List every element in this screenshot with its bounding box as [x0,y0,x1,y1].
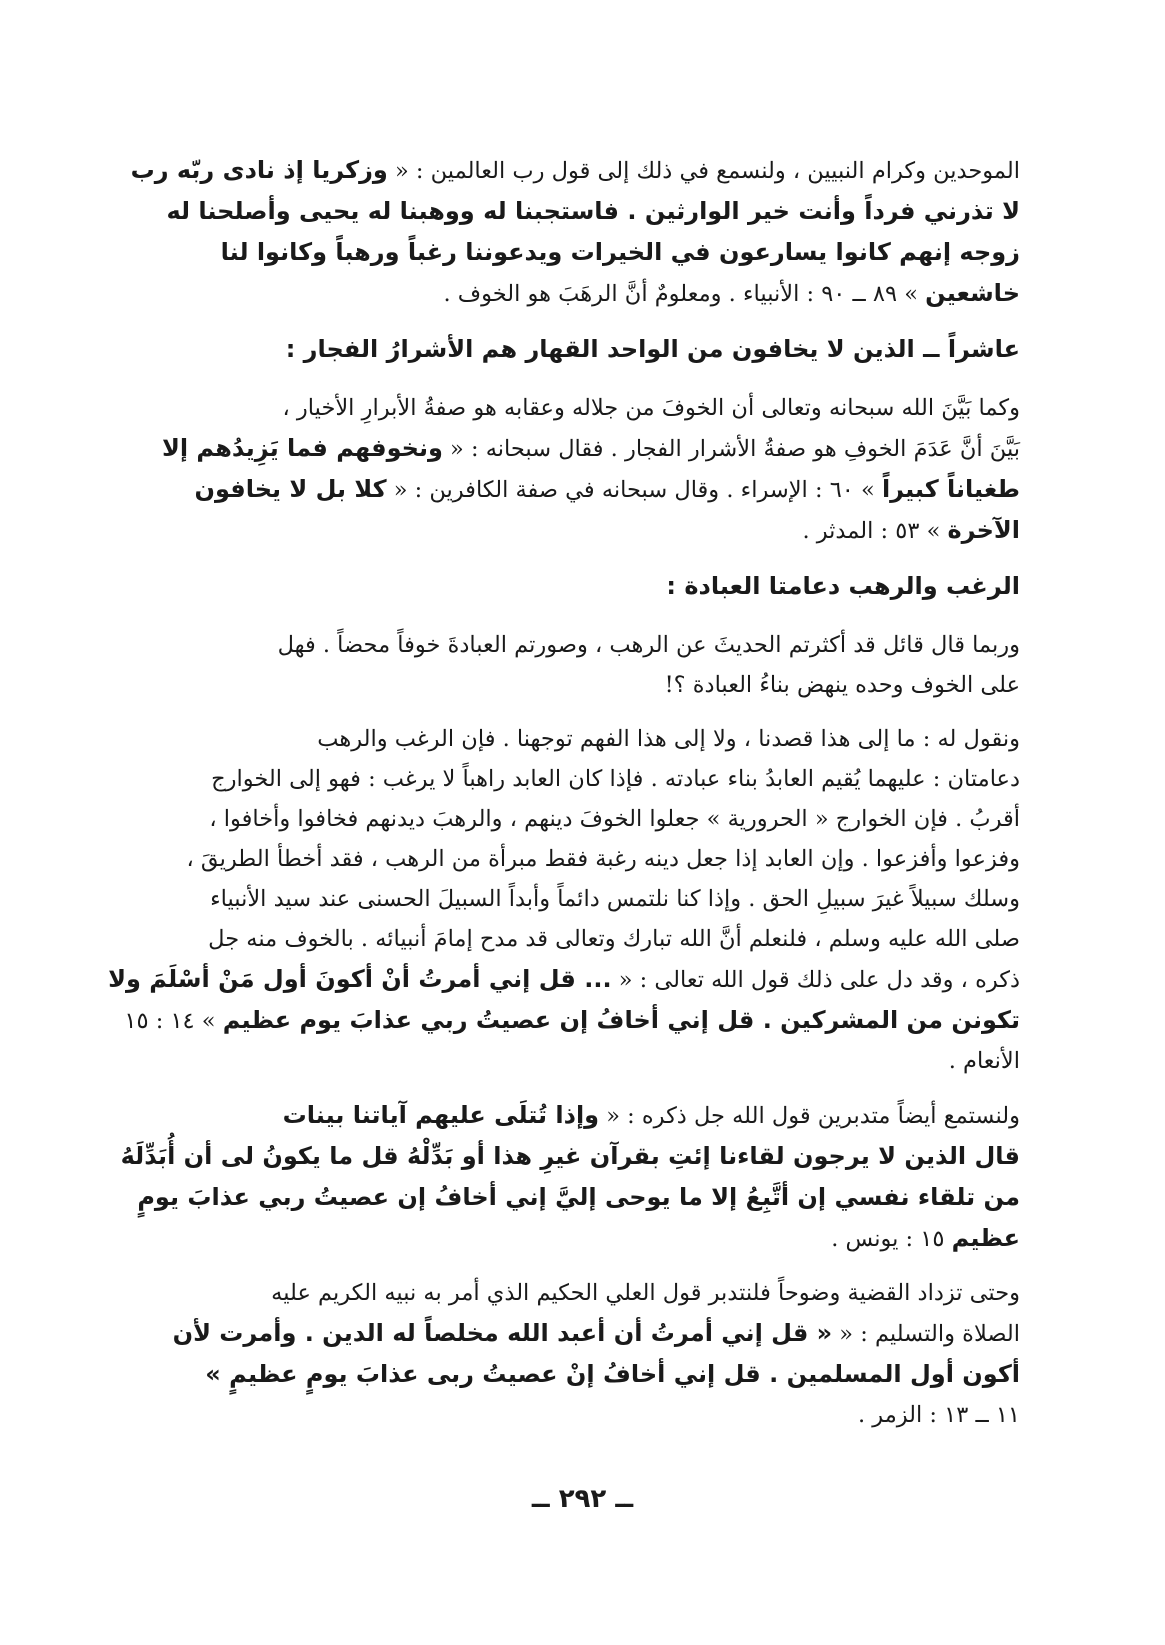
text-line [168,839,1020,879]
text-line [168,719,1020,759]
body-text: وربما قال قائل قد أكثرتم الحديثَ عن الرهب ، وصورتم العبادةَ خوفاً محضاً . فهل [277,632,1020,658]
text-line [130,150,1020,191]
text-line [161,428,1020,469]
quran-quote: ونخوفهم فما يَزِيدُهم إلا [161,434,443,462]
text-line [168,273,1020,314]
text-line [124,1000,1020,1041]
paragraph [168,625,1020,705]
quran-quote: عظيم [951,1224,1020,1252]
body-text: وحتى تزداد القضية وضوحاً فلنتدبر قول العلي الحكيم الذي أمر به نبيه الكريم عليه [271,1280,1020,1306]
text-line [168,469,1020,510]
body-text: » ١٤ : ١٥ [124,1008,223,1034]
quran-quote: قال الذين لا يرجون لقاءنا إئتِ بقرآن غيرِ هذا أو بَدِّلْهُ قل ما يكونُ لى أن أُبَدِّلَهُ [120,1142,1020,1170]
quran-quote: كلا بل لا يخافون [194,475,387,503]
body-text: » ٨٩ ــ ٩٠ : الأنبياء . ومعلومٌ أنَّ الرهَبَ هو الخوف . [443,281,926,307]
text-line [168,388,1020,428]
section-heading: عاشراً ــ الذين لا يخافون من الواحد القهار هم الأشرارُ الفجار : [285,335,1020,363]
text-line [168,1218,1020,1259]
quran-quote: تكونن من المشركين . قل إني أخافُ إن عصيتُ ربي عذابَ يوم عظيم [222,1006,1020,1034]
quran-quote: خاشعين [925,279,1020,307]
paragraph [168,1273,1020,1435]
paragraph [130,150,1020,314]
page-number: ــ ٢٩٢ ــ [531,1484,634,1514]
section-heading: الرغب والرهب دعامتا العبادة : [666,572,1020,600]
quran-quote: لا تذرني فرداً وأنت خير الوارثين . فاستجبنا له ووهبنا له يحيى وأصلحنا له [166,197,1020,225]
body-text: ١٥ : يونس . [831,1226,952,1252]
paragraph [108,719,1020,1081]
body-text: » ٥٣ : المدثر . [802,518,948,544]
body-text: ولنستمع أيضاً متدبرين قول الله جل ذكره : « [599,1103,1020,1129]
text-line [137,1177,1020,1218]
body-text: وكما بَيَّنَ الله سبحانه وتعالى أن الخوفَ من جلاله وعقابه هو صفةُ الأبرارِ الأخيار ، [282,395,1020,421]
quran-quote: « قل إني أمرتُ أن أعبد الله مخلصاً له الدين . وأمرت لأن [172,1319,833,1347]
body-text: على الخوف وحده ينهض بناءُ العبادة ؟! [664,672,1020,698]
text-line [168,510,1020,551]
body-text: صلى الله عليه وسلم ، فلنعلم أنَّ الله تبارك وتعالى قد مدح إمامَ أنبيائه . بالخوف منه جل [208,926,1020,952]
quran-quote: طغياناً كبيراً [881,475,1020,503]
text-line [108,959,1020,1000]
body-text: وفزعوا وأفزعوا . وإن العابد إذا جعل دينه رغبة فقط مبرأة من الرهب ، فقد أخطأ الطريقَ ، [186,846,1020,872]
text-line [120,1136,1020,1177]
body-text: أقربُ . فإن الخوارج « الحرورية » جعلوا الخوفَ دينهم ، والرهبَ ديدنهم فخافوا وأخافوا ، [209,806,1020,832]
quran-quote: الآخرة [947,516,1020,544]
quran-quote: وزكريا إذ نادى ربّه رب [130,156,388,184]
text-line [168,919,1020,959]
body-text: دعامتان : عليهما يُقيم العابدُ بناء عبادته . فإذا كان العابد راهباً لا يرغب : فهو إلى الخوارج [211,766,1020,792]
text-line [168,1095,1020,1136]
body-text: ١١ ــ ١٣ : الزمر . [857,1402,1020,1428]
body-text: ذكره ، وقد دل على ذلك قول الله تعالى : « [611,967,1020,993]
text-line [168,665,1020,705]
text-line [168,232,1020,273]
text-line [168,879,1020,919]
quran-quote: ... قل إني أمرتُ أنْ أكونَ أول مَنْ أسْلَمَ ولا [108,965,612,993]
text-line [168,191,1020,232]
body-text: الصلاة والتسليم : « [832,1321,1020,1347]
quran-quote: وإذا تُتلَى عليهم آياتنا بينات [282,1101,600,1129]
quran-quote: أكون أول المسلمين . قل إني أخافُ إنْ عصيتُ ربى عذابَ يومٍ عظيمٍ » [205,1360,1020,1388]
text-line [168,1395,1020,1435]
body-text: الموحدين وكرام النبيين ، ولنسمع في ذلك إلى قول رب العالمين : « [387,158,1020,184]
text-line [168,759,1020,799]
page-body [108,150,1020,1449]
body-text: الأنعام . [948,1048,1020,1074]
text-line [168,625,1020,665]
quran-quote: من تلقاء نفسي إن أتَّبِعُ إلا ما يوحى إليَّ إني أخافُ إن عصيتُ ربي عذابَ يومٍ [137,1183,1020,1211]
body-text: وسلك سبيلاً غيرَ سبيلِ الحق . وإذا كنا نلتمس دائماً وأبداً السبيلَ الحسنى عند سيد الأنبياء [210,886,1020,912]
text-line [168,1313,1020,1354]
body-text: » ٦٠ : الإسراء . وقال سبحانه في صفة الكافرين : « [386,477,882,503]
body-text: بَيَّنَ أنَّ عَدَمَ الخوفِ هو صفةُ الأشرار الفجار . فقال سبحانه : « [442,436,1020,462]
text-line [168,1354,1020,1395]
text-line [168,799,1020,839]
text-line [168,1041,1020,1081]
quran-quote: زوجه إنهم كانوا يسارعون في الخيرات ويدعوننا رغباً ورهباً وكانوا لنا [220,238,1020,266]
paragraph [161,388,1020,551]
body-text: ونقول له : ما إلى هذا قصدنا ، ولا إلى هذا الفهم توجهنا . فإن الرغب والرهب [317,726,1020,752]
paragraph [120,1095,1020,1259]
text-line [168,1273,1020,1313]
